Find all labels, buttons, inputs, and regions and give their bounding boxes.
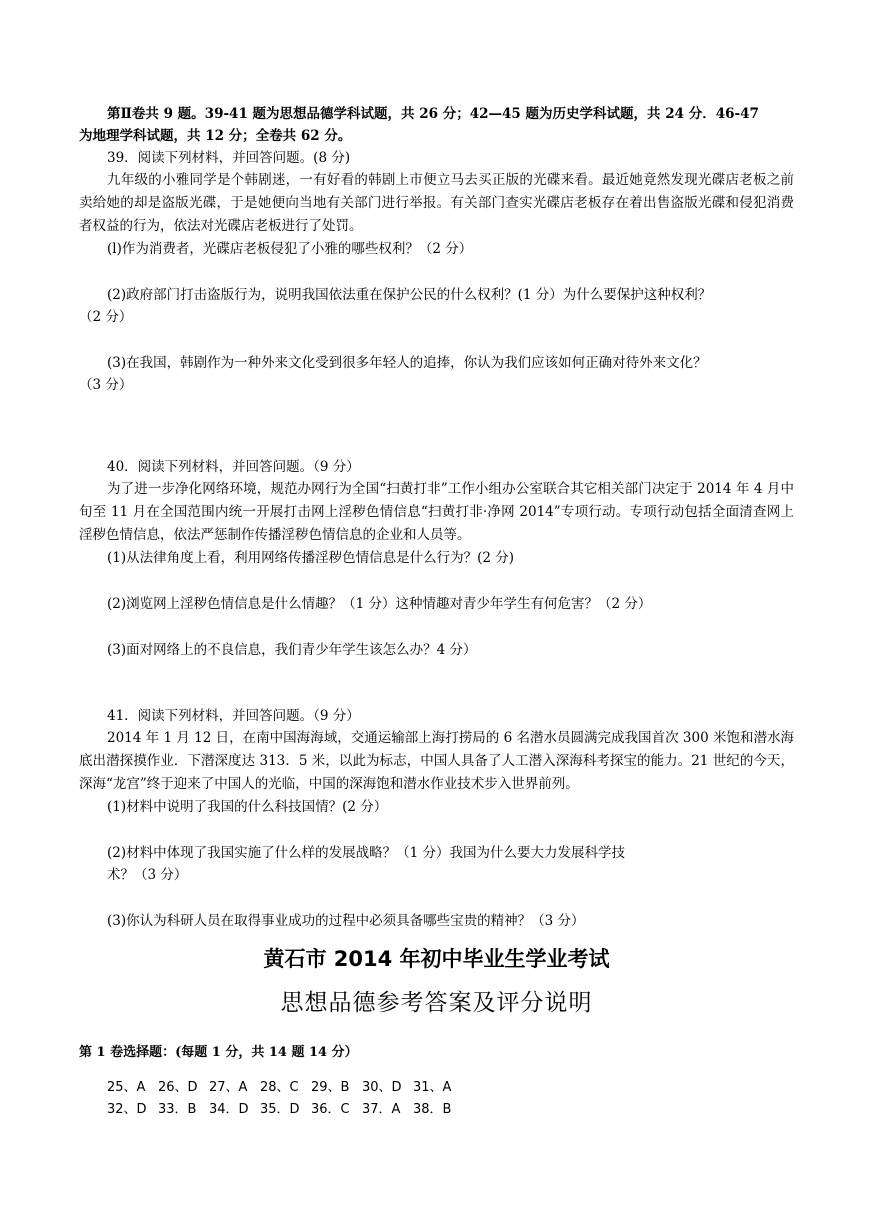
answer-key-title: 黄石市 2014 年初中毕业生学业考试	[263, 947, 610, 971]
answer-item: 28、C	[260, 1080, 299, 1095]
q39-title: 39．阅读下列材料，并回答问题。(8 分)	[107, 150, 351, 166]
q40-subquestion-3: (3)面对网络上的不良信息，我们青少年学生该怎么办？4 分）	[107, 642, 477, 658]
q41-material: 2014 年 1 月 12 日，在南中国海海域，交通运输部上海打捞局的 6 名潜水员圆满完成我国首次 300 米饱和潜水海底出潜探摸作业．下潜深度达 313．5 米，以此为标志，中国人具备了人工潜入深海科考探宝的能力。21 世纪的今天，深海“龙宫”终于迎来了中国人的光临，中国的深海饱和潜水作业技术步入世界前列。	[79, 730, 794, 792]
q40-title: 40．阅读下列材料，并回答问题。（9 分）	[107, 459, 360, 475]
section-intro-line-2: 为地理学科试题，共 12 分；全卷共 62 分。	[79, 128, 352, 144]
q39-subquestion-1: (l)作为消费者，光碟店老板侵犯了小雅的哪些权利？（2 分）	[107, 241, 473, 257]
q41-title: 41．阅读下列材料，并回答问题。（9 分）	[107, 708, 360, 724]
answer-item: 30、D	[362, 1080, 402, 1095]
answer-item: 34．D	[209, 1102, 249, 1117]
answers-section-heading: 第 1 卷选择题：(每题 1 分，共 14 题 14 分）	[79, 1045, 358, 1060]
answer-item: 27、A	[209, 1080, 248, 1095]
answer-item: 31、A	[413, 1080, 452, 1095]
q39-subquestion-2: (2)政府部门打击盗版行为，说明我国依法重在保护公民的什么权利？(1 分）为什么要保护这种权利？	[107, 287, 712, 303]
answer-item: 26、D	[158, 1080, 198, 1095]
answer-item: 29、B	[311, 1080, 350, 1095]
answers-row-1	[79, 1077, 794, 1099]
answer-item: 37．A	[362, 1102, 401, 1117]
answer-item: 32、D	[107, 1102, 147, 1117]
q40-material: 为了进一步净化网络环境，规范办网行为全国“扫黄打非”工作小组办公室联合其它相关部门决定于 2014 年 4 月中旬至 11 月在全国范围内统一开展打击网上淫秽色情信息“扫黄打非·净网 2014”专项行动。专项行动包括全面清查网上淫秽色情信息，依法严惩制作传播淫秽色情信息的企业和人员等。	[79, 481, 794, 543]
q40-subquestion-2: (2)浏览网上淫秽色情信息是什么情趣？（1 分）这种情趣对青少年学生有何危害？（2 分）	[107, 596, 652, 612]
answer-item: 33．B	[158, 1102, 197, 1117]
q39-material: 九年级的小雅同学是个韩剧迷，一有好看的韩剧上市便立马去买正版的光碟来看。最近她竟然发现光碟店老板之前卖给她的却是盗版光碟，于是她便向当地有关部门进行举报。有关部门查实光碟店老板存在着出售盗版光碟和侵犯消费者权益的行为，依法对光碟店老板进行了处罚。	[79, 172, 794, 234]
answers-row-2	[79, 1099, 794, 1121]
answer-item: 25、A	[107, 1080, 146, 1095]
q41-subquestion-2: (2)材料中体现了我国实施了什么样的发展战略？（1 分）我国为什么要大力发展科学技	[107, 845, 626, 861]
q41-subquestion-2-continued: 术？（3 分）	[107, 867, 188, 883]
q40-subquestion-1: (1)从法律角度上看，利用网络传播淫秽色情信息是什么行为？(2 分)	[107, 550, 515, 566]
answer-item: 36．C	[311, 1102, 350, 1117]
q41-subquestion-3: (3)你认为科研人员在取得事业成功的过程中必须具备哪些宝贵的精神？（3 分）	[107, 913, 585, 929]
exam-page	[79, 103, 794, 1121]
q39-subquestion-3-score: （3 分）	[79, 377, 133, 393]
section-intro-line-1: 第Ⅱ卷共 9 题。39-41 题为思想品德学科试题，共 26 分；42—45 题为历史学科试题，共 24 分．46-47	[107, 106, 759, 122]
answer-key-subtitle: 思想品德参考答案及评分说明	[280, 990, 593, 1016]
q39-subquestion-3: (3)在我国，韩剧作为一种外来文化受到很多年轻人的追捧，你认为我们应该如何正确对待外来文化？	[107, 355, 707, 371]
answer-item: 35．D	[260, 1102, 300, 1117]
answer-item: 38．B	[413, 1102, 452, 1117]
q41-subquestion-1: (1)材料中说明了我国的什么科技国情？(2 分）	[107, 799, 388, 815]
q39-subquestion-2-score: （2 分）	[79, 309, 133, 325]
